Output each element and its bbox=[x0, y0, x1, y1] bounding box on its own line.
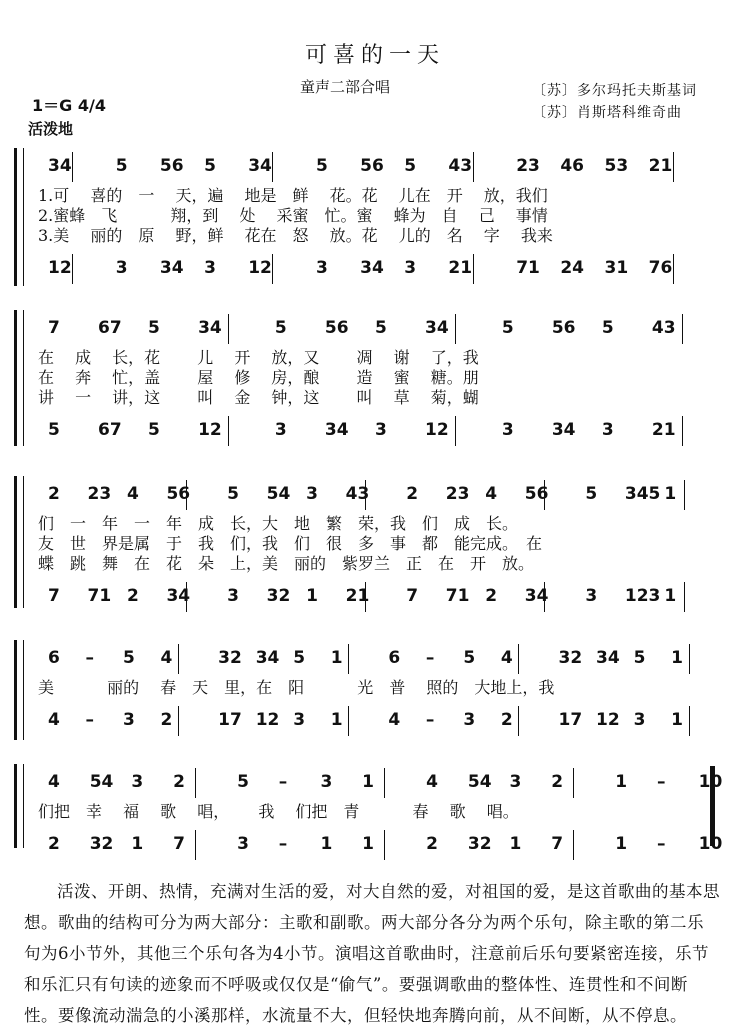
note: 34 bbox=[424, 318, 449, 338]
lower-voice-notes bbox=[38, 834, 723, 860]
note: 3 bbox=[115, 258, 128, 278]
note: 4 bbox=[388, 710, 401, 730]
note: 34 bbox=[551, 420, 576, 440]
note: 1 bbox=[330, 710, 343, 730]
lyric-line: 2.蜜蜂 飞 翔，到 处 采蜜 忙。蜜 蜂为 自 己 事情 bbox=[38, 206, 548, 225]
note: 21 bbox=[651, 420, 676, 440]
system-bracket bbox=[14, 476, 23, 608]
note: 5 bbox=[601, 318, 614, 338]
note: 56 bbox=[166, 484, 191, 504]
note: 7 bbox=[406, 586, 419, 606]
note: 23 bbox=[445, 484, 470, 504]
note: 3 bbox=[316, 258, 328, 278]
note: 345 bbox=[624, 484, 661, 504]
note: 1 bbox=[320, 834, 333, 854]
note: 1 bbox=[615, 772, 628, 792]
note: 76 bbox=[648, 258, 673, 278]
note: 4 bbox=[126, 484, 139, 504]
note: 1 bbox=[509, 834, 522, 854]
note: 32 bbox=[558, 648, 583, 668]
note: 23 bbox=[516, 156, 540, 176]
note: 34 bbox=[360, 258, 384, 278]
note: 4 bbox=[48, 772, 60, 792]
note: 2 bbox=[551, 772, 564, 792]
note: 32 bbox=[218, 648, 242, 668]
note: 5 bbox=[463, 648, 476, 668]
upper-voice-notes bbox=[38, 156, 720, 182]
score-system bbox=[14, 146, 728, 288]
note: 56 bbox=[324, 318, 349, 338]
note: – bbox=[278, 772, 288, 792]
note: 21 bbox=[648, 156, 673, 176]
note: 7 bbox=[48, 586, 60, 606]
note: 56 bbox=[551, 318, 576, 338]
note: 34 bbox=[48, 156, 72, 176]
note: 3 bbox=[306, 484, 318, 504]
note: – bbox=[656, 772, 666, 792]
note: 43 bbox=[651, 318, 676, 338]
upper-voice-notes bbox=[38, 484, 720, 510]
note: 12 bbox=[198, 420, 222, 440]
note: 12 bbox=[424, 420, 449, 440]
note: 67 bbox=[98, 420, 122, 440]
system-bracket-line bbox=[23, 640, 24, 740]
note: 7 bbox=[551, 834, 564, 854]
note: 5 bbox=[404, 156, 417, 176]
note: 1 bbox=[330, 648, 343, 668]
song-subtitle: 童声二部合唱 bbox=[300, 78, 391, 96]
note: 24 bbox=[560, 258, 585, 278]
note: 1 bbox=[362, 772, 374, 792]
note: 5 bbox=[237, 772, 249, 792]
upper-voice-notes bbox=[38, 318, 720, 344]
note: 34 bbox=[596, 648, 620, 668]
note: 5 bbox=[585, 484, 598, 504]
note: 3 bbox=[274, 420, 287, 440]
note: 4 bbox=[485, 484, 498, 504]
note: 71 bbox=[516, 258, 540, 278]
note: 43 bbox=[448, 156, 473, 176]
lower-voice-notes bbox=[38, 420, 720, 446]
note: 4 bbox=[500, 648, 513, 668]
note: 2 bbox=[406, 484, 419, 504]
note: 3 bbox=[123, 710, 135, 730]
lyric-line: 讲 一 讲，这 叫 金 钟，这 叫 草 菊，蝴 bbox=[38, 388, 479, 407]
note: 12 bbox=[255, 710, 280, 730]
note: 5 bbox=[204, 156, 216, 176]
note: 2 bbox=[48, 484, 60, 504]
note: 3 bbox=[237, 834, 249, 854]
note: 12 bbox=[248, 258, 272, 278]
note: 54 bbox=[89, 772, 114, 792]
note: 2 bbox=[485, 586, 498, 606]
score-system bbox=[14, 762, 728, 854]
lyric-line: 在 成 长，花 儿 开 放，又 凋 谢 了，我 bbox=[38, 348, 479, 367]
note: 34 bbox=[166, 586, 191, 606]
note: 3 bbox=[601, 420, 614, 440]
note: 5 bbox=[48, 420, 60, 440]
system-bracket bbox=[14, 310, 23, 446]
credits bbox=[532, 80, 697, 124]
note: 67 bbox=[98, 318, 122, 338]
note: 54 bbox=[467, 772, 492, 792]
note: 1 bbox=[671, 648, 683, 668]
note: 2 bbox=[48, 834, 60, 854]
note: 2 bbox=[426, 834, 439, 854]
note: 4 bbox=[426, 772, 439, 792]
note: 1 bbox=[664, 586, 677, 606]
note: 1 bbox=[362, 834, 374, 854]
note: 34 bbox=[524, 586, 549, 606]
note: 46 bbox=[560, 156, 585, 176]
note: 3 bbox=[293, 710, 306, 730]
lyric-line: 在 奔 忙，盖 屋 修 房，酿 造 蜜 糖。朋 bbox=[38, 368, 479, 387]
lyric-line: 蝶 跳 舞 在 花 朵 上，美 丽的 紫罗兰 正 在 开 放。 bbox=[38, 554, 535, 573]
note: 3 bbox=[404, 258, 417, 278]
composer: 〔苏〕肖斯塔科维奇曲 bbox=[532, 105, 682, 121]
note: 5 bbox=[123, 648, 135, 668]
score-system bbox=[14, 474, 728, 610]
note: – bbox=[278, 834, 288, 854]
lower-voice-notes bbox=[38, 710, 720, 736]
lyric-line: 1.可 喜的 一 天，遍 地是 鲜 花。花 儿在 开 放，我们 bbox=[38, 186, 548, 205]
note: 3 bbox=[509, 772, 522, 792]
note: 3 bbox=[501, 420, 514, 440]
note: 17 bbox=[558, 710, 583, 730]
lyricist: 〔苏〕多尔玛托夫斯基词 bbox=[532, 83, 697, 99]
note: 21 bbox=[448, 258, 473, 278]
note: 34 bbox=[324, 420, 349, 440]
note: 12 bbox=[596, 710, 620, 730]
upper-voice-notes bbox=[38, 648, 720, 674]
note: 10 bbox=[698, 834, 723, 854]
note: – bbox=[425, 710, 435, 730]
system-bracket bbox=[14, 640, 23, 740]
note: 34 bbox=[198, 318, 222, 338]
final-barline bbox=[710, 766, 715, 846]
note: 21 bbox=[345, 586, 370, 606]
note: 7 bbox=[173, 834, 185, 854]
lyric-line: 们把 幸 福 歌 唱， 我 们把 青 春 歌 唱。 bbox=[38, 802, 519, 821]
note: 7 bbox=[48, 318, 60, 338]
note: 2 bbox=[500, 710, 513, 730]
note: 23 bbox=[87, 484, 112, 504]
note: 34 bbox=[248, 156, 272, 176]
note: 3 bbox=[374, 420, 387, 440]
note: 3 bbox=[633, 710, 646, 730]
system-bracket bbox=[14, 148, 23, 286]
note: 12 bbox=[48, 258, 72, 278]
note: 1 bbox=[306, 586, 318, 606]
tempo-marking: 活泼地 bbox=[28, 120, 74, 138]
system-bracket-line bbox=[23, 310, 24, 446]
note: 10 bbox=[698, 772, 723, 792]
note: 1 bbox=[664, 484, 677, 504]
note: 5 bbox=[633, 648, 646, 668]
note: 56 bbox=[360, 156, 384, 176]
system-bracket bbox=[14, 764, 23, 848]
note: 53 bbox=[604, 156, 629, 176]
note: 4 bbox=[48, 710, 60, 730]
lyric-line: 们 一 年 一 年 成 长，大 地 繁 荣，我 们 成 长。 bbox=[38, 514, 519, 533]
note: 71 bbox=[445, 586, 470, 606]
note: 5 bbox=[293, 648, 306, 668]
note: 5 bbox=[115, 156, 128, 176]
note: 1 bbox=[131, 834, 144, 854]
note: 2 bbox=[160, 710, 173, 730]
lower-voice-notes bbox=[38, 258, 720, 284]
note: 32 bbox=[89, 834, 114, 854]
note: 34 bbox=[159, 258, 184, 278]
lyric-line: 3.美 丽的 原 野，鲜 花在 怒 放。花 儿的 名 字 我来 bbox=[38, 226, 553, 245]
note: 43 bbox=[345, 484, 370, 504]
note: 5 bbox=[501, 318, 514, 338]
note: 56 bbox=[159, 156, 184, 176]
note: 5 bbox=[274, 318, 287, 338]
score-system bbox=[14, 308, 728, 448]
note: – bbox=[85, 710, 95, 730]
note: 5 bbox=[148, 318, 160, 338]
upper-voice-notes bbox=[38, 772, 723, 798]
lower-voice-notes bbox=[38, 586, 720, 612]
score-system bbox=[14, 638, 728, 742]
note: – bbox=[656, 834, 666, 854]
note: 4 bbox=[160, 648, 173, 668]
note: 5 bbox=[148, 420, 160, 440]
note: 56 bbox=[524, 484, 549, 504]
note: 3 bbox=[131, 772, 144, 792]
note: 17 bbox=[218, 710, 242, 730]
note: 3 bbox=[463, 710, 476, 730]
description-paragraph: 活泼、开朗、热情，充满对生活的爱，对大自然的爱，对祖国的爱，是这首歌曲的基本思想。歌曲的结构可分为两大部分：主歌和副歌。两大部分各分为两个乐句，除主歌的第二乐句为6小节外，其他三个乐句各为4小节。演唱这首歌曲时，注意前后乐句要紧密连接，乐节和乐汇只有句读的迹象而不呼吸或仅仅是“偷气”。要强调歌曲的整体性、连贯性和不间断性。要像流动湍急的小溪那样，水流量不大，但轻快地奔腾向前，从不间断，从不停息。 bbox=[24, 882, 720, 1025]
note: 1 bbox=[615, 834, 628, 854]
note: 3 bbox=[227, 586, 239, 606]
note: – bbox=[425, 648, 435, 668]
note: 5 bbox=[374, 318, 387, 338]
note: 1 bbox=[671, 710, 683, 730]
system-bracket-line bbox=[23, 148, 24, 286]
note: 5 bbox=[227, 484, 239, 504]
note: 2 bbox=[173, 772, 185, 792]
note: 6 bbox=[388, 648, 401, 668]
note: 54 bbox=[266, 484, 291, 504]
song-title: 可喜的一天 bbox=[304, 43, 445, 68]
note: 32 bbox=[467, 834, 492, 854]
key-signature: 1＝G 4/4 bbox=[32, 96, 106, 115]
lyric-line: 美 丽的 春 天 里，在 阳 光 普 照的 大地上，我 bbox=[38, 678, 555, 697]
note: 3 bbox=[204, 258, 216, 278]
note: 31 bbox=[604, 258, 629, 278]
system-bracket-line bbox=[23, 476, 24, 608]
note: 32 bbox=[266, 586, 291, 606]
note: 123 bbox=[624, 586, 661, 606]
lyric-line: 友 世 界是属 于 我 们，我 们 很 多 事 都 能完成。 在 bbox=[38, 534, 543, 553]
note: 5 bbox=[316, 156, 328, 176]
system-bracket-line bbox=[23, 764, 24, 848]
note: 71 bbox=[87, 586, 112, 606]
note: 2 bbox=[126, 586, 139, 606]
note: – bbox=[85, 648, 95, 668]
note: 3 bbox=[585, 586, 598, 606]
note: 34 bbox=[255, 648, 280, 668]
note: 3 bbox=[320, 772, 333, 792]
note: 6 bbox=[48, 648, 60, 668]
